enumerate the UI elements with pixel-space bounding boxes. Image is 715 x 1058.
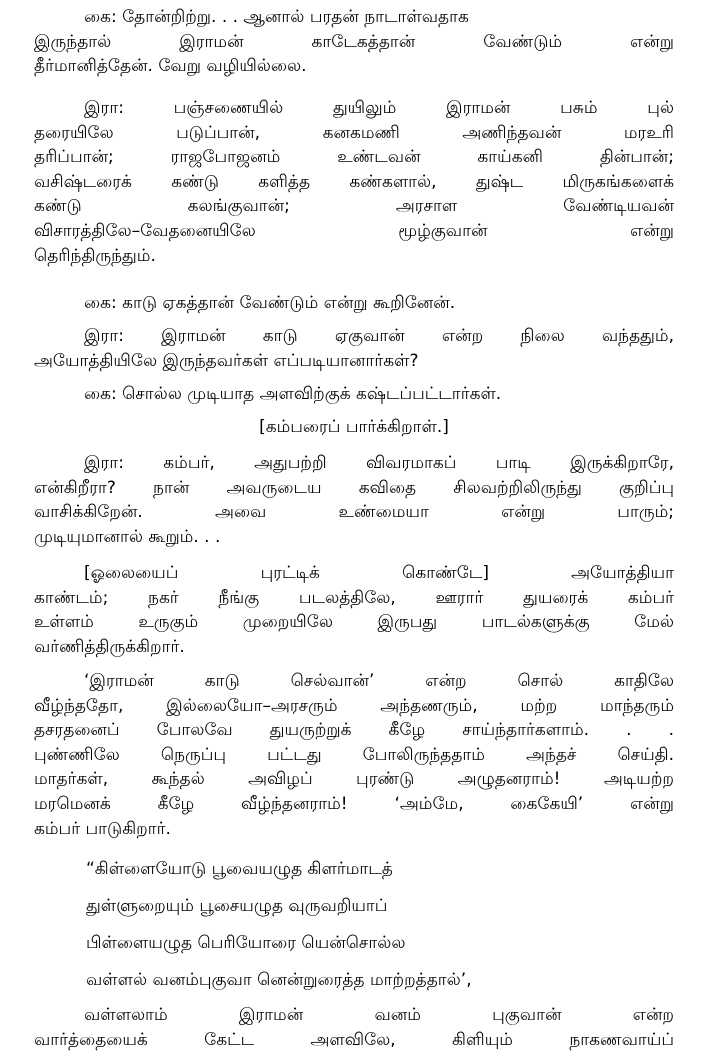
verse-line: வள்ளல் வனம்புகுவா னென்றுரைத்த மாற்றத்தால்’,: [86, 970, 472, 990]
verse-line: “கிள்ளையோடு பூவையழுத கிளர்மாடத்: [86, 859, 393, 879]
narration-paragraph-8: [34, 669, 674, 841]
text-line: தெரிந்திருந்தும்.: [34, 245, 156, 266]
text-line: ‘இராமன் காடு செல்வான்’ என்ற சொல் காதிலே: [84, 671, 674, 691]
stage-direction: [கம்பரைப் பார்க்கிறாள்.]: [259, 417, 449, 437]
text-line: புண்ணிலே நெருப்பு பட்டது போலிருந்ததாம் அந்தச் செய்தி.: [34, 744, 674, 765]
text-line: இரா: கம்பர், அதுபற்றி விவரமாகப் பாடி இருக்கிறாரே,: [84, 453, 674, 473]
text-line: வர்ணித்திருக்கிறார்.: [34, 636, 185, 657]
text-line: தீர்மானித்தேன். வேறு வழியில்லை.: [34, 56, 307, 77]
dialogue-paragraph-2: [34, 96, 674, 268]
text-line: [ஓலையைப் புரட்டிக் கொண்டே] அயோத்தியா: [84, 563, 674, 583]
text-line: மரமெனக் கீழே வீழ்ந்தனராம்! ‘அம்மே, கைகேயி’ என்று: [34, 793, 674, 814]
text-line: உள்ளம் உருகும் முறையிலே இருபது பாடல்களுக்கு மேல்: [34, 612, 674, 633]
text-line: காண்டம்; நகர் நீங்கு படலத்திலே, ஊரார் துயரைக் கம்பர்: [34, 587, 674, 608]
text-line: வீழ்ந்ததோ, இல்லையோ–அரசரும் அந்தணரும், மற்ற மாந்தரும்: [34, 695, 674, 716]
dialogue-paragraph-3: [34, 291, 674, 316]
text-line: கை: சொல்ல முடியாத அளவிற்குக் கஷ்டப்பட்டார்கள்.: [84, 384, 502, 404]
narration-paragraph-7: [34, 561, 674, 659]
text-line: கம்பர் பாடுகிறார்.: [34, 818, 171, 839]
text-line: வசிஷ்டரைக் கண்டு களித்த கண்களால், துஷ்ட மிருகங்களைக்: [34, 171, 674, 192]
text-line: தரிப்பான்; ராஜபோஜனம் உண்டவன் காய்கனி தின்பான்;: [34, 147, 674, 168]
dialogue-paragraph-4: [34, 324, 674, 373]
text-line: இருந்தால் இராமன் காடேகத்தான் வேண்டும் என்று: [34, 31, 674, 52]
text-line: கை: தோன்றிற்று. . . ஆனால் பரதன் நாடாள்வதாக: [84, 7, 469, 27]
text-line: அயோத்தியிலே இருந்தவர்கள் எப்படியானார்கள்?: [34, 350, 419, 371]
verse-quote: [86, 857, 646, 1005]
dialogue-paragraph-6: [34, 451, 674, 549]
text-line: தசரதனைப் போலவே துயருற்றுக் கீழே சாய்ந்தார்களாம். . .: [34, 720, 674, 741]
dialogue-paragraph-5: [34, 382, 674, 407]
text-line: வார்த்தையைக் கேட்ட அளவிலே, கிளியும் நாகணவாய்ப்: [34, 1029, 674, 1050]
text-line: என்கிறீரா? நான் அவருடைய கவிதை சிலவற்றிலிருந்து குறிப்பு: [34, 477, 674, 498]
text-line: வாசிக்கிறேன். அவை உண்மையா என்று பாரும்;: [34, 502, 674, 523]
narration-paragraph-9: [34, 1003, 674, 1052]
dialogue-paragraph-1: [34, 5, 674, 79]
text-line: கை: காடு ஏகத்தான் வேண்டும் என்று கூறினேன்.: [84, 293, 456, 313]
verse-line: பிள்ளையழுத பெரியோரை யென்சொல்ல: [86, 933, 406, 953]
text-line: மாதர்கள், கூந்தல் அவிழப் புரண்டு அழுதனராம்! அடியற்ற: [34, 769, 674, 790]
text-line: இரா: பஞ்சணையில் துயிலும் இராமன் பசும் புல்: [84, 98, 674, 118]
text-line: இரா: இராமன் காடு ஏகுவான் என்ற நிலை வந்ததும்,: [84, 326, 674, 346]
text-line: முடியுமானால் கூறும். . .: [34, 526, 221, 547]
text-line: விசாரத்திலே–வேதனையிலே மூழ்குவான் என்று: [34, 220, 674, 241]
text-line: வள்ளலாம் இராமன் வனம் புகுவான் என்ற: [84, 1005, 674, 1025]
text-line: கண்டு கலங்குவான்; அரசாள வேண்டியவன்: [34, 196, 674, 217]
verse-line: துள்ளுறையும் பூசையழுத வுருவறியாப்: [86, 896, 388, 916]
text-line: தரையிலே படுப்பான், கனகமணி அணிந்தவன் மரஉரி: [34, 122, 674, 143]
